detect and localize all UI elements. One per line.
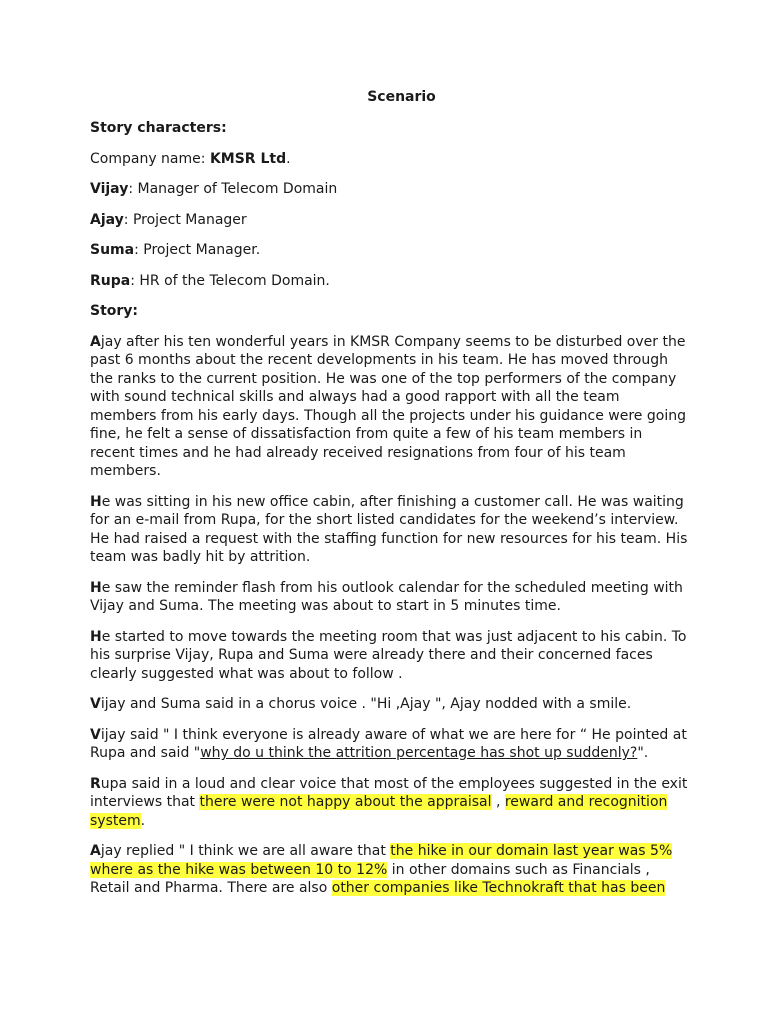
character-name: Vijay — [90, 181, 129, 197]
character-role: : HR of the Telecom Domain. — [130, 272, 330, 289]
drop-initial: V — [90, 726, 101, 743]
story-heading: Story: — [90, 303, 139, 319]
paragraph-text: ". — [637, 745, 649, 761]
character-role: : Project Manager — [123, 211, 247, 228]
character-vijay — [90, 180, 708, 199]
character-suma — [90, 241, 708, 260]
highlighted-text: other companies like Technokraft that has been — [331, 880, 666, 896]
paragraph-text: in other domains such as Financials , Retail and Pharma. There are also — [90, 861, 650, 896]
drop-initial: V — [90, 696, 101, 712]
paragraph-text: e was sitting in his new office cabin, after finishing a customer call. He was waiting for an e-mail from Rupa, for the short listed candidates for the weekend’s interview. He had raised a request with the staffing function for new resources for his team. His team was badly hit by attrition. — [90, 493, 688, 565]
story-paragraph-3 — [90, 579, 690, 616]
drop-initial: A — [90, 333, 101, 350]
highlighted-text: there were not happy about the appraisal — [199, 794, 492, 810]
character-name: Suma — [90, 242, 135, 258]
story-paragraph-1 — [90, 333, 690, 481]
story-body — [90, 333, 690, 898]
paragraph-text: e started to move towards the meeting room that was just adjacent to his cabin. To his surprise Vijay, Rupa and Suma were already there and their concerned faces clearly suggested what was about to follow . — [90, 628, 687, 682]
story-paragraph-2 — [90, 493, 690, 567]
paragraph-text: ijay and Suma said in a chorus voice . "Hi ,Ajay ", Ajay nodded with a smile. — [100, 696, 632, 712]
company-name: KMSR Ltd — [209, 150, 287, 167]
character-name: Rupa — [90, 272, 131, 289]
company-label: Company name: — [90, 150, 210, 167]
paragraph-text: , — [491, 794, 505, 810]
paragraph-text: upa said in a loud and clear voice that most of the employees suggested in the exit interviews that — [90, 775, 688, 810]
character-role: : Project Manager. — [134, 242, 261, 258]
character-ajay — [90, 211, 708, 230]
story-paragraph-6 — [90, 726, 690, 763]
underlined-question: why do u think the attrition percentage has shot up suddenly? — [200, 745, 638, 761]
paragraph-text: . — [140, 812, 146, 829]
story-paragraph-4 — [90, 628, 690, 684]
drop-initial: H — [90, 628, 102, 645]
paragraph-text: jay replied " I think we are all aware that — [100, 843, 391, 859]
drop-initial: A — [90, 843, 101, 859]
paragraph-text: ijay said " I think everyone is already aware of what we are here for “ He pointed at Rupa and said " — [90, 726, 687, 761]
highlighted-text: the hike in our domain last year was 5% where as the hike was between 10 to 12% — [90, 843, 673, 878]
paragraph-text: jay after his ten wonderful years in KMSR Company seems to be disturbed over the past 6 months about the recent developments in his team. He has moved through the ranks to the current position. He was one of the top performers of the company with sound technical skills and always had a good rapport with all the team members from his early days. Though all the projects under his guidance were going fine, he felt a sense of dissatisfaction from quite a few of his team members in recent times and he had already received resignations from four of his team members. — [90, 333, 686, 479]
company-end: . — [286, 150, 291, 167]
company-line — [90, 150, 708, 169]
paragraph-text: e saw the reminder flash from his outlook calendar for the scheduled meeting with Vijay and Suma. The meeting was about to start in 5 minutes time. — [90, 579, 683, 614]
drop-initial: H — [90, 579, 102, 596]
character-role: : Manager of Telecom Domain — [128, 181, 338, 197]
story-paragraph-5 — [90, 695, 690, 714]
story-paragraph-7 — [90, 775, 690, 831]
drop-initial: R — [90, 775, 101, 792]
page-title: Scenario — [367, 89, 436, 105]
character-name: Ajay — [90, 211, 124, 228]
character-rupa — [90, 272, 708, 291]
drop-initial: H — [90, 493, 102, 510]
characters-heading: Story characters: — [90, 120, 227, 136]
story-paragraph-8 — [90, 842, 690, 898]
highlighted-text: reward and recognition system — [90, 794, 668, 829]
